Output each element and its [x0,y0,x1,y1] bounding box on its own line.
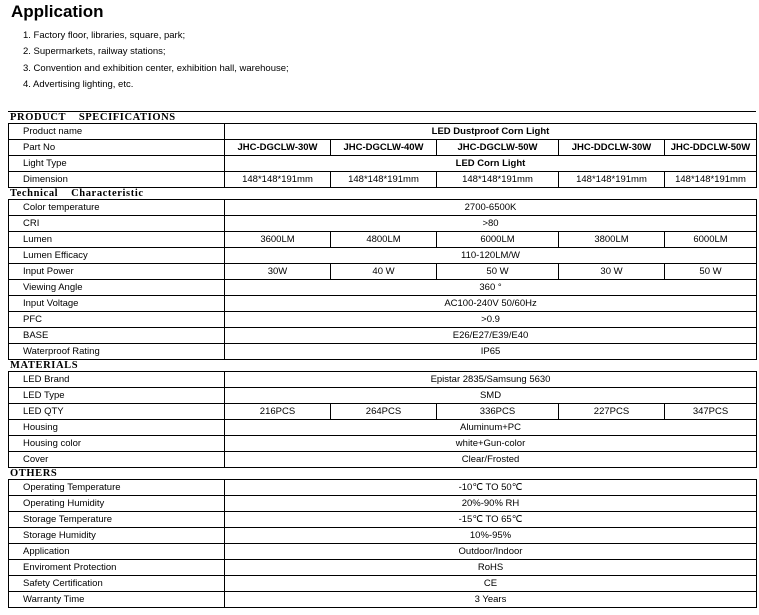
row-label: Dimension [9,172,225,188]
row-label: LED Brand [9,372,225,388]
row-value: 148*148*191mm [331,172,437,188]
table-row [9,296,757,312]
row-value: -10℃ TO 50℃ [225,480,757,496]
specification-sheet [8,111,756,608]
application-list [23,28,289,93]
spec-table [8,199,757,360]
spec-table [8,479,757,608]
row-value: 20%-90% RH [225,496,757,512]
table-row [9,124,757,140]
table-row [9,452,757,468]
row-value: 347PCS [665,404,757,420]
row-label: Operating Humidity [9,496,225,512]
row-value: 50 W [437,264,559,280]
row-label: Input Voltage [9,296,225,312]
row-value: 40 W [331,264,437,280]
application-list-item: 3. Convention and exhibition center, exhibition hall, warehouse; [23,62,289,74]
row-value: JHC-DDCLW-50W [665,140,757,156]
row-value: 6000LM [665,232,757,248]
table-row [9,404,757,420]
table-row [9,480,757,496]
row-value: 360 ° [225,280,757,296]
row-value: 10%-95% [225,528,757,544]
row-label: Lumen [9,232,225,248]
row-value: 264PCS [331,404,437,420]
row-value: LED Dustproof Corn Light [225,124,757,140]
table-row [9,280,757,296]
row-value: 2700-6500K [225,200,757,216]
table-row [9,200,757,216]
table-row [9,388,757,404]
table-row [9,436,757,452]
table-row [9,156,757,172]
table-row [9,232,757,248]
table-row [9,372,757,388]
row-label: Color temperature [9,200,225,216]
table-row [9,248,757,264]
row-value: 3 Years [225,592,757,608]
row-value: LED Corn Light [225,156,757,172]
row-value: 148*148*191mm [225,172,331,188]
table-row [9,576,757,592]
row-label: Housing color [9,436,225,452]
row-label: Input Power [9,264,225,280]
row-label: LED QTY [9,404,225,420]
row-value: >80 [225,216,757,232]
table-row [9,560,757,576]
row-value: white+Gun-color [225,436,757,452]
row-value: 216PCS [225,404,331,420]
row-value: 6000LM [437,232,559,248]
row-label: Housing [9,420,225,436]
section-header: OTHERS [10,468,58,479]
row-value: Aluminum+PC [225,420,757,436]
table-row [9,264,757,280]
row-value: 50 W [665,264,757,280]
row-value: SMD [225,388,757,404]
section-header: PRODUCT SPECIFICATIONS [8,111,756,123]
row-value: Outdoor/Indoor [225,544,757,560]
row-label: LED Type [9,388,225,404]
row-value: -15℃ TO 65℃ [225,512,757,528]
application-heading: Application [11,2,104,21]
table-row [9,512,757,528]
table-row [9,344,757,360]
row-value: E26/E27/E39/E40 [225,328,757,344]
row-value: >0.9 [225,312,757,328]
row-label: Storage Temperature [9,512,225,528]
table-row [9,172,757,188]
table-row [9,312,757,328]
table-row [9,544,757,560]
row-value: JHC-DGCLW-30W [225,140,331,156]
row-value: 3600LM [225,232,331,248]
row-label: Storage Humidity [9,528,225,544]
table-row [9,420,757,436]
table-row [9,216,757,232]
row-value: 227PCS [559,404,665,420]
row-label: Light Type [9,156,225,172]
row-value: 30 W [559,264,665,280]
table-row [9,592,757,608]
row-label: CRI [9,216,225,232]
row-value: 148*148*191mm [559,172,665,188]
row-value: RoHS [225,560,757,576]
row-label: Viewing Angle [9,280,225,296]
row-value: Epistar 2835/Samsung 5630 [225,372,757,388]
row-value: 4800LM [331,232,437,248]
row-value: 30W [225,264,331,280]
row-value: 3800LM [559,232,665,248]
row-value: Clear/Frosted [225,452,757,468]
row-label: Application [9,544,225,560]
row-value: JHC-DDCLW-30W [559,140,665,156]
row-label: Warranty Time [9,592,225,608]
section-header: Technical Characteristic [10,188,144,199]
row-value: 336PCS [437,404,559,420]
row-label: Waterproof Rating [9,344,225,360]
table-row [9,528,757,544]
table-row [9,140,757,156]
row-label: BASE [9,328,225,344]
row-value: 148*148*191mm [665,172,757,188]
row-value: JHC-DGCLW-40W [331,140,437,156]
row-value: AC100-240V 50/60Hz [225,296,757,312]
row-value: 110-120LM/W [225,248,757,264]
row-value: IP65 [225,344,757,360]
row-label: Part No [9,140,225,156]
section-header: MATERIALS [10,360,79,371]
application-list-item: 1. Factory floor, libraries, square, park; [23,30,186,41]
table-row [9,328,757,344]
row-label: Operating Temperature [9,480,225,496]
row-label: Enviroment Protection [9,560,225,576]
row-label: Cover [9,452,225,468]
row-label: PFC [9,312,225,328]
application-list-item: 4. Advertising lighting, etc. [23,78,134,90]
spec-table [8,371,757,468]
row-label: Lumen Efficacy [9,248,225,264]
row-value: 148*148*191mm [437,172,559,188]
spec-table [8,123,757,188]
row-value: JHC-DGCLW-50W [437,140,559,156]
row-value: CE [225,576,757,592]
application-list-item: 2. Supermarkets, railway stations; [23,46,166,58]
table-row [9,496,757,512]
row-label: Safety Certification [9,576,225,592]
row-label: Product name [9,124,225,140]
